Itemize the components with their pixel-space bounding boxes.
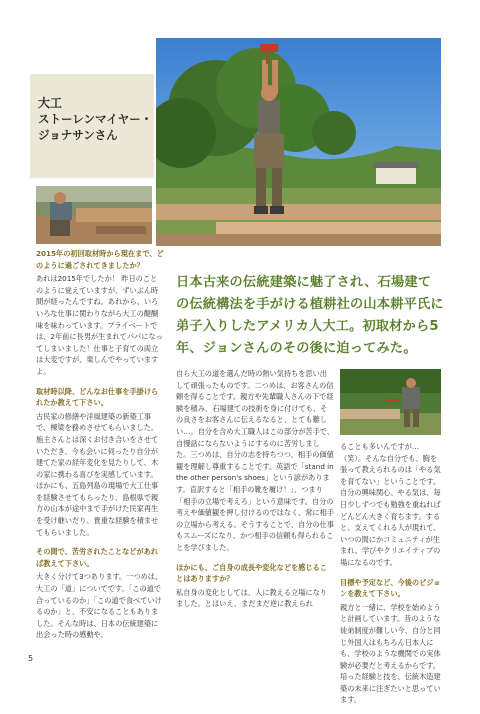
answer: 大きく分けて3つあります。一つめは、大工の「道」についてです。「この道で合っているのか」「この道で食べていけるのか」と、不安になることもありました。そんな時は、日本の伝統建築に出会った時の感動や、 bbox=[36, 572, 163, 640]
headline: 日本古来の伝統建築に魅了され、石場建ての伝統構法を手がける植耕社の山本耕平氏に弟子入りしたアメリカ人大工。初取材から5年、ジョンさんのその後に迫ってみた。 bbox=[176, 275, 444, 356]
answer: 親方と一緒に、学校を始めようと計画しています。昔のような徒弟制度が難しい今、自分と同じ外国人はもちろん日本人にも、学校のような機関での実体験が必要だと考えるからです。培った経験と技を、伝統木造建築の未来に注ぎたいと思っています。 bbox=[340, 602, 441, 705]
answer: 私自身の変化としては、人に教える立場になりました。とはいえ、まだまだ逆に教えられ bbox=[176, 587, 327, 609]
answer: 自ら大工の道を選んだ時の熱い気持ちを思い出して頑張ったものです。二つめは、お客さんの信頼を得ることです。親方や先輩職人さんの下で経験を積み、石場建ての技術を身に付けても、その良さをお客さんに伝えるなると、とても難しい…。自分を含め大工職人はこの部分が苦手で、自慢話にならないようにするのに苦労しました。三つめは、自分の志を持ちつつ、相手の価値観を理解し尊重することです。英語で「stand in the other person's shoes」という諺があります。直訳すると「相手の靴を履け！」、つまり「相手の立場で考えろ」という意味です。自分の考えや価値観を押し付けるのではなく、常に相手の立場から考える。そうすることで、自分の仕事もスムーズになり、かつ相手の信頼も得られることを学びました。 bbox=[176, 369, 334, 552]
column-3 bbox=[340, 441, 442, 714]
page-number: 5 bbox=[28, 654, 34, 663]
question: ほかにも、ご自身の成長や変化などを感じることはありますか？ bbox=[176, 562, 327, 584]
question: その間で、苦労されたことなどがあれば教えて下さい。 bbox=[36, 547, 159, 568]
title-name-line2: ジョナサンさん bbox=[38, 128, 118, 142]
hero-photo bbox=[156, 38, 441, 246]
answer: あれは2015年でしたか！ 昨日のことのように覚えていますが、ずいぶん時間が経ったんですね。あれから、いろいろな仕事に関わりながら大工の醍醐味を味わっています。プライベートでは、2年前に長男が生まれてパパになってしまいました！仕事と子育ての両立は大変ですが、楽しんでやっていますよ。 bbox=[36, 274, 163, 376]
title-role: 大工 bbox=[38, 96, 63, 110]
mid-photo bbox=[340, 369, 441, 435]
answer: ることも多いんですが…（笑）。そんな自分でも、胸を張って教えられるのは「やる気を育てない」ということです。自分の興味関心、やる気は、毎日少しずつでも勉強を重ねればどんどん大きく育ちます。すると、支えてくれる人が現れて、いつの間にかコミュニティが生まれ、学びやクリエイティブの場になるのです。 bbox=[340, 442, 441, 567]
title-name-line1: ストーレンマイヤー・ bbox=[38, 112, 153, 126]
question: 目標や予定など、今後のビジョンを教えて下さい。 bbox=[340, 577, 441, 599]
column-1 bbox=[36, 248, 164, 649]
answer: 古民家の修繕や洋風建築の新築工事で、棟梁を務めさせてもらいました。施主さんとは深くお付き合いをさせていただき、今も会いに伺ったり自分が建てた家の経年変化を見たりして、木の家に携わる喜びを実感しています。ほかにも、五島列島の現場で大工仕事を経験させてもらったり、島根県で親方の山本が途中まで手がけた民家再生を受け継いだり、貴重な経験を積ませてもらいました。 bbox=[36, 411, 159, 537]
question: 取材時以降、どんなお仕事を手掛けられたか教えて下さい。 bbox=[36, 386, 159, 408]
column-2 bbox=[176, 368, 334, 618]
question: 2015年の初回取材時から現在まで、どのように過ごされてきましたか？ bbox=[36, 249, 164, 270]
side-photo bbox=[36, 186, 152, 244]
